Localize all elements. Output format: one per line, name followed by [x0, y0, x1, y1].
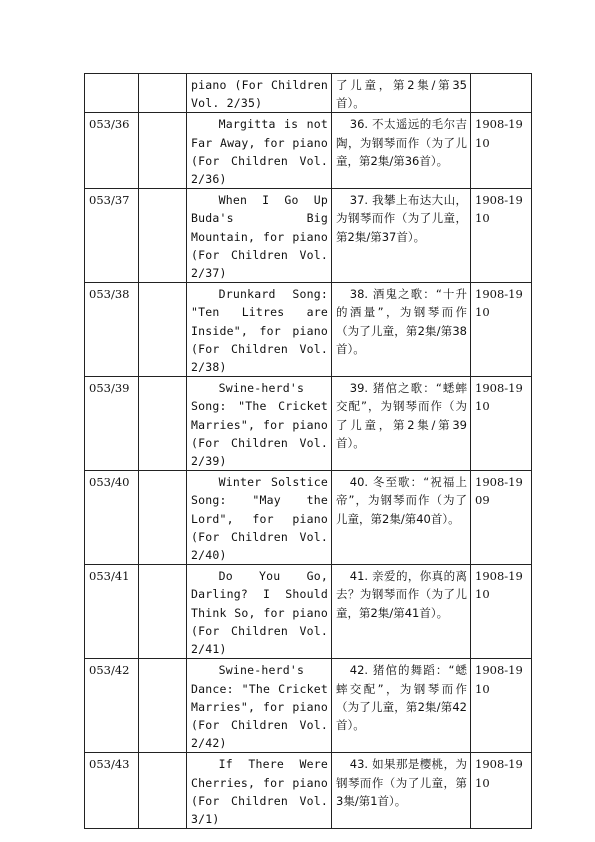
- empty-cell: [139, 753, 187, 829]
- catalog-table: [84, 73, 532, 829]
- catalog-number-cell: 053/37: [85, 189, 139, 283]
- empty-cell: [139, 189, 187, 283]
- english-title-cell: Do You Go, Darling? I Should Think So, for piano (For Children Vol. 2/41): [187, 565, 332, 659]
- table-row: [85, 189, 532, 283]
- catalog-number-cell: 053/41: [85, 565, 139, 659]
- chinese-title-cell: 39. 猪倌之歌：“蟋蟀交配”，为钢琴而作（为了儿童，第2集/第39首）。: [332, 377, 471, 471]
- year-cell: 1908-1910: [471, 283, 532, 377]
- year-cell: 1908-1910: [471, 659, 532, 753]
- catalog-number-cell: 053/40: [85, 471, 139, 565]
- year-cell: 1908-1909: [471, 471, 532, 565]
- chinese-title-cell: 了儿童，第2集/第35首）。: [332, 74, 471, 113]
- chinese-title-cell: 36. 不太遥远的毛尔吉陶，为钢琴而作（为了儿童，第2集/第36首）。: [332, 113, 471, 189]
- english-title-cell: piano (For Children Vol. 2/35): [187, 74, 332, 113]
- empty-cell: [139, 659, 187, 753]
- empty-cell: [139, 565, 187, 659]
- year-cell: 1908-1910: [471, 565, 532, 659]
- chinese-title-cell: 42. 猪倌的舞蹈：“蟋蟀交配”，为钢琴而作（为了儿童，第2集/第42首）。: [332, 659, 471, 753]
- table-row: [85, 471, 532, 565]
- table-row: [85, 377, 532, 471]
- table-row: [85, 283, 532, 377]
- english-title-cell: Drunkard Song: "Ten Litres are Inside", for piano (For Children Vol. 2/38): [187, 283, 332, 377]
- chinese-title-cell: 43. 如果那是樱桃，为钢琴而作（为了儿童，第3集/第1首）。: [332, 753, 471, 829]
- english-title-cell: When I Go Up Buda's Big Mountain, for piano (For Children Vol. 2/37): [187, 189, 332, 283]
- table-row: [85, 74, 532, 113]
- english-title-cell: Swine-herd's Song: "The Cricket Marries", for piano (For Children Vol. 2/39): [187, 377, 332, 471]
- empty-cell: [139, 377, 187, 471]
- english-title-cell: Winter Solstice Song: "May the Lord", for piano (For Children Vol. 2/40): [187, 471, 332, 565]
- empty-cell: [139, 74, 187, 113]
- english-title-cell: Swine-herd's Dance: "The Cricket Marries", for piano (For Children Vol. 2/42): [187, 659, 332, 753]
- year-cell: 1908-1910: [471, 113, 532, 189]
- chinese-title-cell: 40. 冬至歌：“祝福上帝”，为钢琴而作（为了儿童，第2集/第40首）。: [332, 471, 471, 565]
- chinese-title-cell: 38. 酒鬼之歌：“十升的酒量”，为钢琴而作（为了儿童，第2集/第38首）。: [332, 283, 471, 377]
- year-cell: 1908-1910: [471, 377, 532, 471]
- catalog-rows: [85, 74, 532, 829]
- catalog-number-cell: 053/39: [85, 377, 139, 471]
- english-title-cell: If There Were Cherries, for piano (For Children Vol. 3/1): [187, 753, 332, 829]
- empty-cell: [139, 283, 187, 377]
- table-row: [85, 753, 532, 829]
- year-cell: 1908-1910: [471, 189, 532, 283]
- table-row: [85, 565, 532, 659]
- catalog-number-cell: 053/42: [85, 659, 139, 753]
- empty-cell: [139, 113, 187, 189]
- catalog-number-cell: 053/43: [85, 753, 139, 829]
- table-row: [85, 659, 532, 753]
- catalog-number-cell: [85, 74, 139, 113]
- year-cell: [471, 74, 532, 113]
- empty-cell: [139, 471, 187, 565]
- english-title-cell: Margitta is not Far Away, for piano (For Children Vol. 2/36): [187, 113, 332, 189]
- table-row: [85, 113, 532, 189]
- catalog-number-cell: 053/38: [85, 283, 139, 377]
- chinese-title-cell: 37. 我攀上布达大山，为钢琴而作（为了儿童，第2集/第37首）。: [332, 189, 471, 283]
- year-cell: 1908-1910: [471, 753, 532, 829]
- catalog-number-cell: 053/36: [85, 113, 139, 189]
- chinese-title-cell: 41. 亲爱的，你真的离去？为钢琴而作（为了儿童，第2集/第41首）。: [332, 565, 471, 659]
